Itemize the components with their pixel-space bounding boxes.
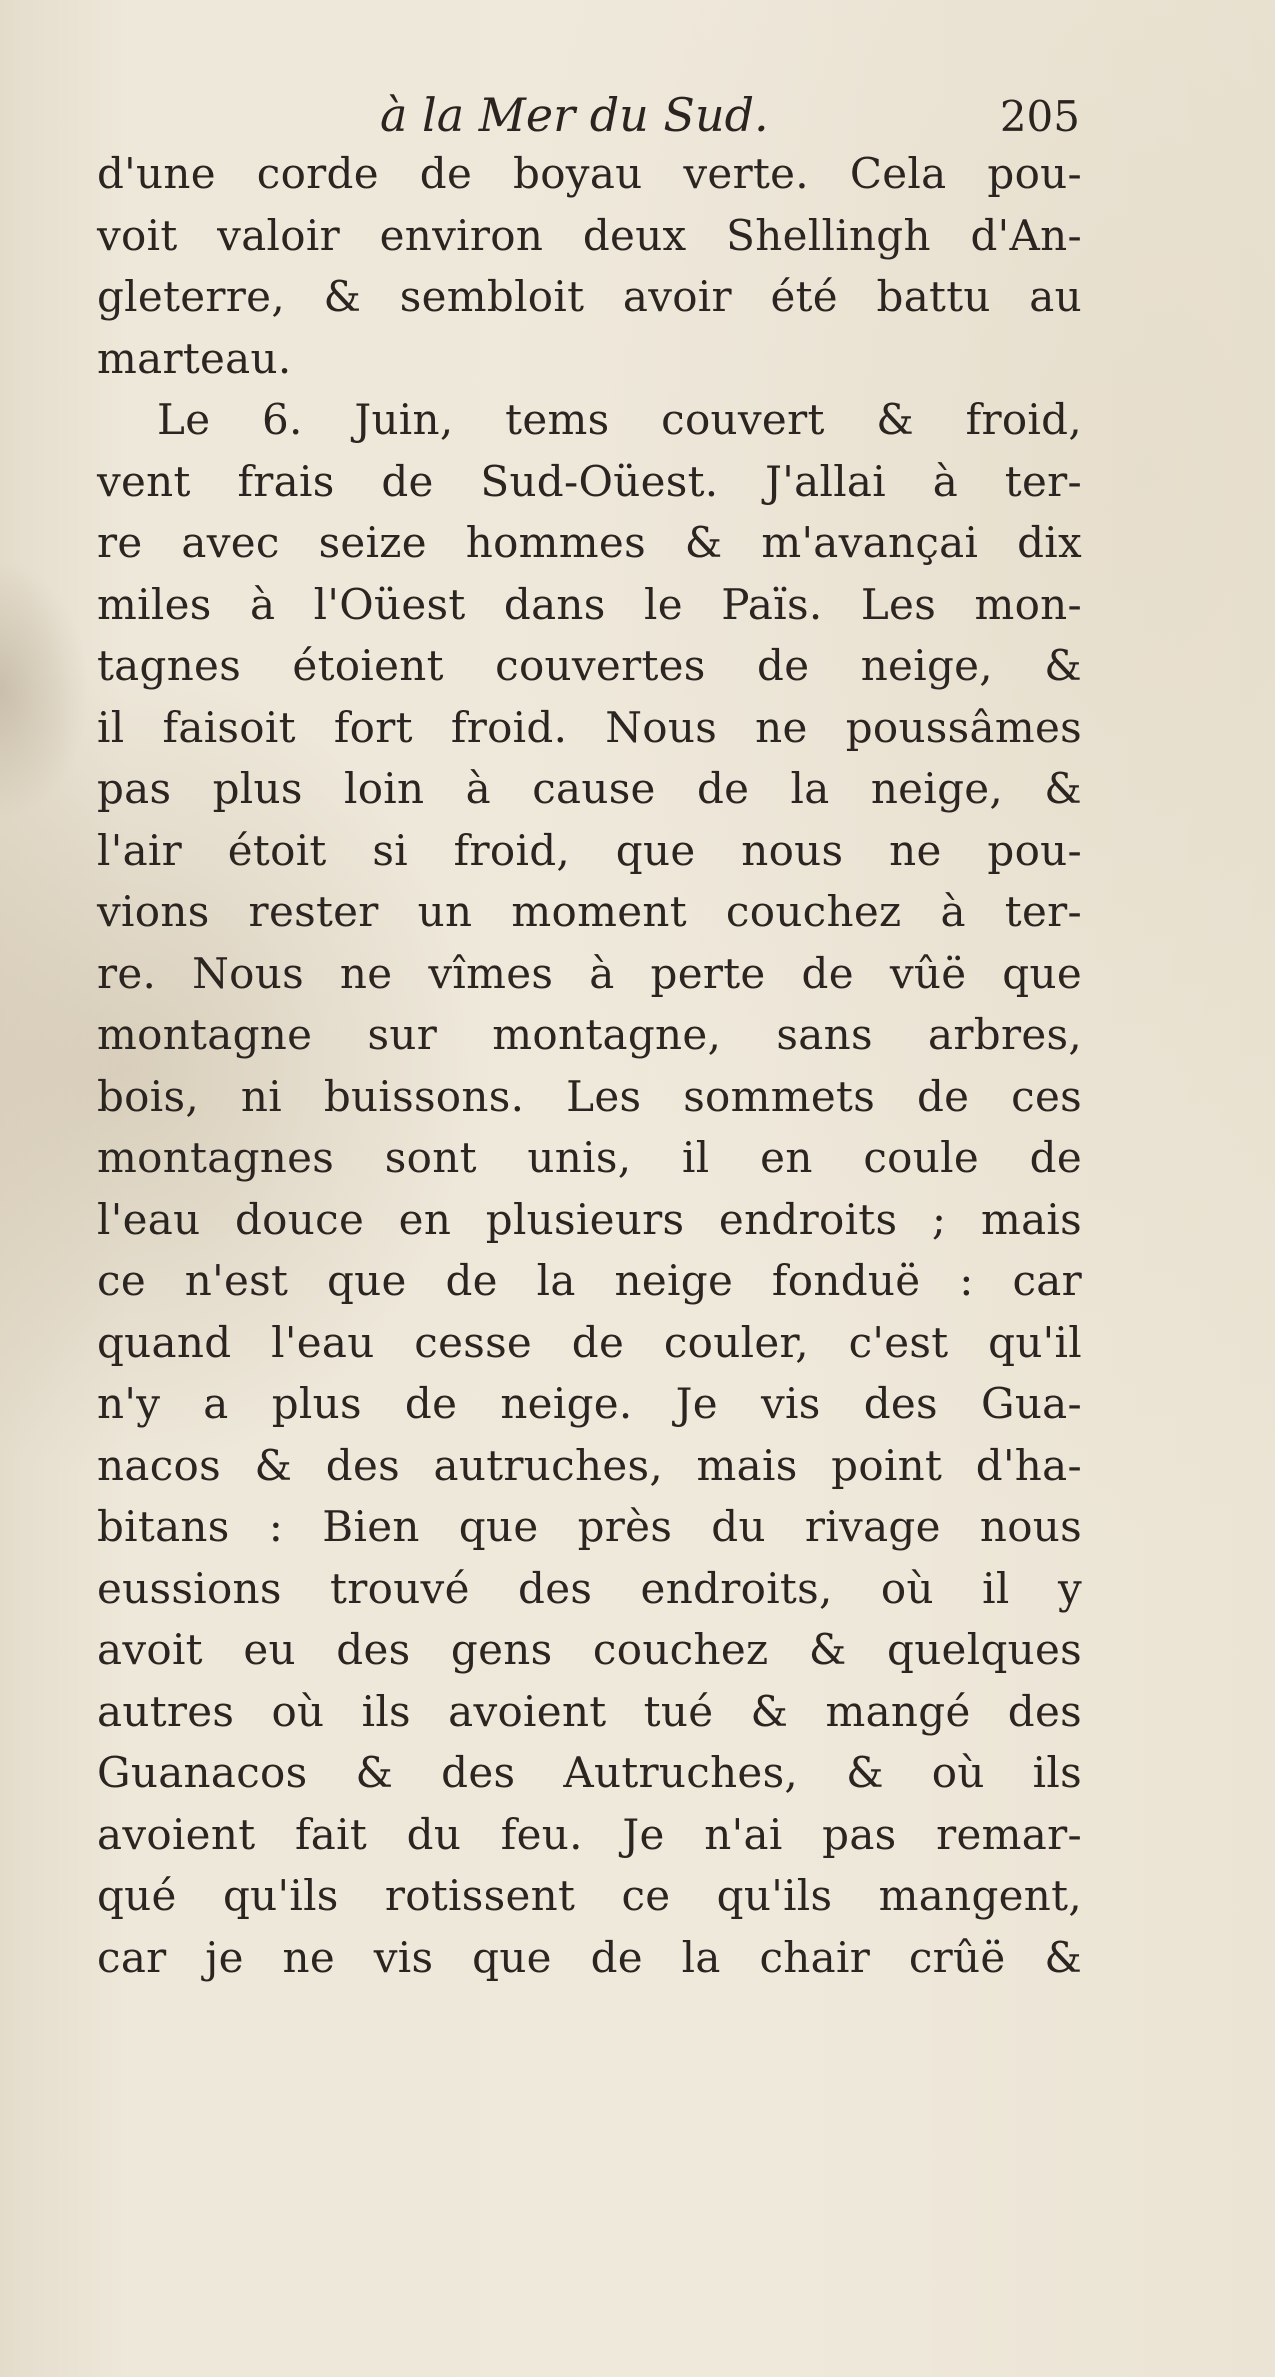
text-line: autres où ils avoient tué & mangé des [97, 1686, 1082, 1736]
text-line: bitans : Bien que près du rivage nous [97, 1502, 1082, 1551]
body-text [97, 143, 1082, 1988]
text-line: pas plus loin à cause de la neige, & [97, 764, 1082, 813]
page-number: 205 [999, 92, 1080, 141]
text-line: re. Nous ne vîmes à perte de vûë que [97, 948, 1082, 998]
text-line: qué qu'ils rotissent ce qu'ils mangent, [97, 1871, 1082, 1920]
text-line: avoient fait du feu. Je n'ai pas remar- [97, 1809, 1082, 1859]
text-line: montagne sur montagne, sans arbres, [97, 1010, 1082, 1059]
text-line: vions rester un moment couchez à ter- [97, 887, 1082, 936]
text-line: bois, ni buissons. Les sommets de ces [97, 1071, 1082, 1121]
text-line: il faisoit fort froid. Nous ne poussâmes [97, 702, 1082, 752]
page-stain [0, 560, 90, 820]
text-line: l'eau douce en plusieurs endroits ; mais [97, 1194, 1082, 1244]
text-line: re avec seize hommes & m'avançai dix [97, 518, 1082, 567]
text-line: l'air étoit si froid, que nous ne pou- [97, 825, 1082, 875]
text-line: nacos & des autruches, mais point d'ha- [97, 1440, 1082, 1490]
text-line: voit valoir environ deux Shellingh d'An- [97, 210, 1082, 260]
text-line: gleterre, & sembloit avoir été battu au [97, 272, 1082, 321]
text-line: car je ne vis que de la chair crûë & [97, 1932, 1082, 1982]
text-line: vent frais de Sud-Oüest. J'allai à ter- [97, 456, 1082, 506]
text-line: avoit eu des gens couchez & quelques [97, 1625, 1082, 1674]
text-line: quand l'eau cesse de couler, c'est qu'il [97, 1317, 1082, 1367]
text-line: miles à l'Oüest dans le Païs. Les mon- [97, 579, 1082, 629]
text-line: Guanacos & des Autruches, & où ils [97, 1748, 1082, 1797]
text-line: marteau. [97, 333, 292, 383]
text-line: d'une corde de boyau verte. Cela pou- [97, 149, 1082, 198]
running-title: à la Mer du Sud. [380, 88, 769, 142]
running-header [380, 88, 1080, 148]
text-line: Le 6. Juin, tems couvert & froid, [157, 395, 1082, 444]
text-line: tagnes étoient couvertes de neige, & [97, 641, 1082, 690]
text-line: eussions trouvé des endroits, où il y [97, 1563, 1082, 1613]
text-line: montagnes sont unis, il en coule de [97, 1133, 1082, 1182]
text-line: ce n'est que de la neige fonduë : car [97, 1256, 1082, 1305]
text-line: n'y a plus de neige. Je vis des Gua- [97, 1379, 1082, 1428]
